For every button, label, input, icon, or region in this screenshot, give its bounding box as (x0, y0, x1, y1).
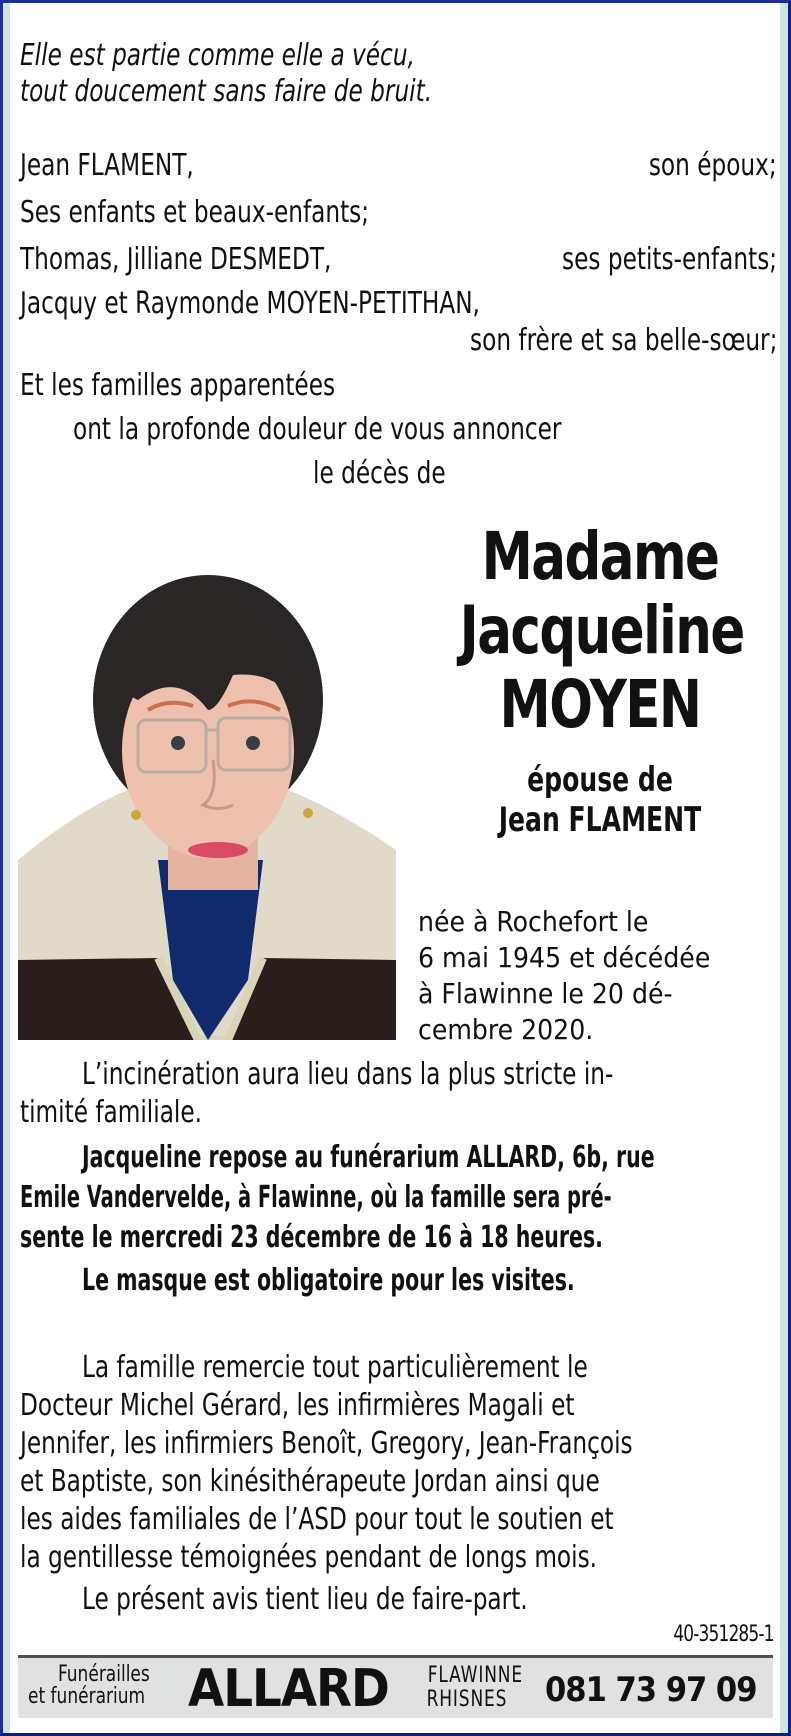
reference-number: 40-351285-1 (673, 1622, 774, 1647)
deceased-portrait-photo (18, 560, 396, 1040)
deceased-title: Madame (481, 518, 719, 595)
deceased-first-name: Jacqueline (459, 592, 744, 669)
thanks-line-4: et Baptiste, son kinésithérapeute Jordan ainsi que (20, 1464, 600, 1499)
dates-line-3: à Flawinne le 20 dé- (418, 977, 673, 1010)
funerarium-line-3: sente le mercredi 23 décembre de 16 à 18 heures. (20, 1220, 603, 1255)
thanks-line-6: la gentillesse témoignées pendant de longs mois. (20, 1540, 598, 1575)
family-name-0: Jean FLAMENT, (20, 148, 194, 183)
footer-place-2: RHISNES (426, 1687, 508, 1712)
deceased-last-name: MOYEN (499, 666, 701, 743)
family-name-3: Jacquy et Raymonde MOYEN-PETITHAN, (20, 286, 480, 321)
family-name-2: Thomas, Jilliane DESMEDT, (20, 242, 332, 277)
footer-funerarium: et funérarium (28, 1684, 146, 1709)
portrait-illustration (18, 560, 396, 1040)
family-relation-2: ses petits-enfants; (561, 242, 777, 277)
right-margin-strip (780, 3, 788, 1733)
epitaph-line-1: Elle est partie comme elle a vécu, (20, 38, 415, 73)
cremation-line-1: L’incinération aura lieu dans la plus stricte in- (82, 1057, 614, 1092)
mask-notice: Le masque est obligatoire pour les visites. (82, 1263, 575, 1298)
thanks-line-2: Docteur Michel Gérard, les infirmières Magali et (20, 1388, 575, 1423)
announcement-line-1: ont la profonde douleur de vous annoncer (73, 412, 562, 447)
funerarium-line-2: Emile Vandervelde, à Flawinne, où la famille sera pré- (20, 1180, 612, 1215)
deceased-name-block (420, 520, 780, 840)
footer-place-1: FLAWINNE (427, 1663, 524, 1688)
spouse-line-1: épouse de (527, 760, 673, 800)
announcement-line-2: le décès de (313, 456, 446, 491)
dates-line-2: 6 mai 1945 et décédée (418, 941, 711, 974)
family-name-4: Et les familles apparentées (20, 368, 336, 403)
footer-brand: ALLARD (188, 1659, 389, 1719)
thanks-line-1: La famille remercie tout particulièrement le (82, 1350, 588, 1385)
spouse-line-2: Jean FLAMENT (498, 800, 702, 840)
left-margin-strip (3, 3, 10, 1733)
family-relation-0: son époux; (649, 148, 777, 183)
funerarium-line-1: Jacqueline repose au funérarium ALLARD, 6b, rue (82, 1140, 655, 1175)
dates-line-4: cembre 2020. (418, 1013, 594, 1046)
thanks-line-3: Jennifer, les infirmiers Benoît, Gregory, Jean-François (20, 1426, 633, 1461)
cremation-line-2: timité familiale. (20, 1095, 203, 1130)
epitaph-line-2: tout doucement sans faire de bruit. (20, 74, 433, 109)
family-relation-3: son frère et sa belle-sœur; (469, 323, 777, 358)
family-name-1: Ses enfants et beaux-enfants; (20, 195, 370, 230)
footer-funerailles: Funérailles (58, 1662, 150, 1687)
footer-phone: 081 73 97 09 (545, 1670, 757, 1710)
thanks-line-5: les aides familiales de l’ASD pour tout le soutien et (20, 1502, 614, 1537)
dates-line-1: née à Rochefort le (418, 905, 649, 938)
closing-line: Le présent avis tient lieu de faire-part. (82, 1582, 528, 1617)
